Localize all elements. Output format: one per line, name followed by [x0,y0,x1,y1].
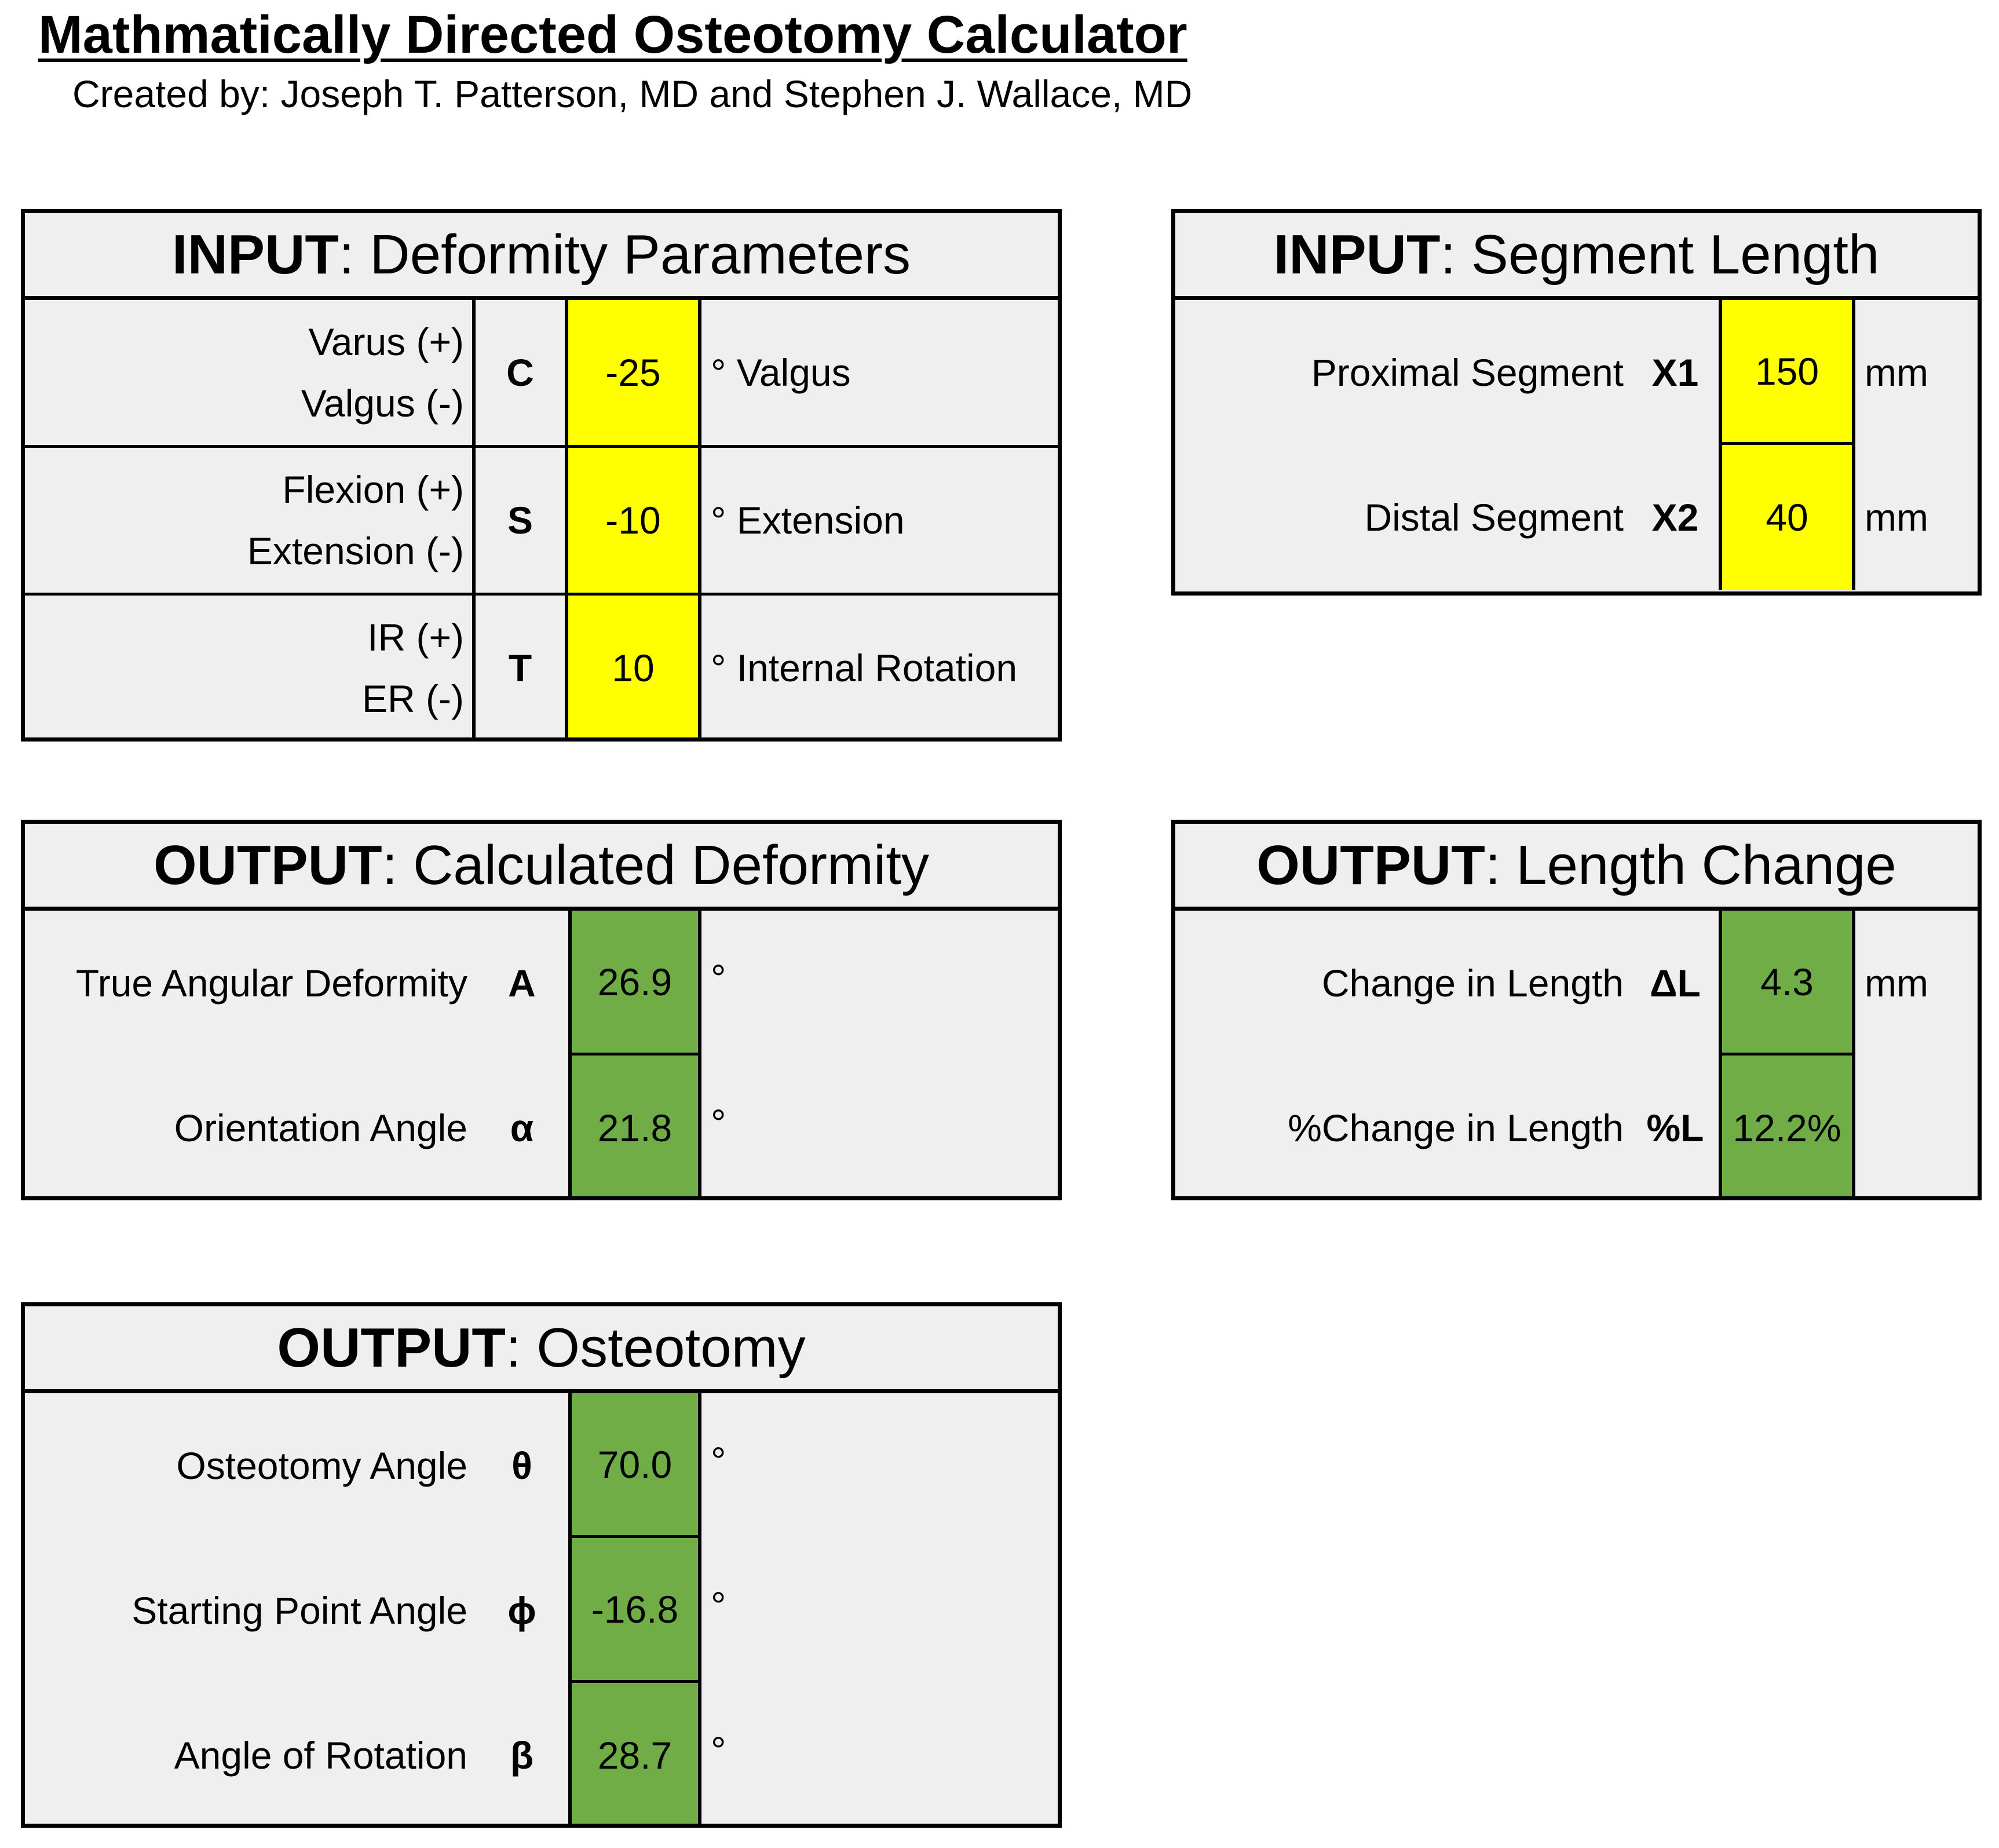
row-symbol: X2 [1632,445,1722,590]
true-angular-deformity-value: 26.9 [568,911,701,1056]
deformity-row-sagittal [25,448,1058,596]
angle-of-rotation-value: 28.7 [568,1683,701,1828]
header-bold-label: OUTPUT [277,1316,506,1379]
row-symbol: S [476,448,568,593]
proximal-segment-input[interactable]: 150 [1722,300,1855,445]
row-symbol: %L [1632,1056,1722,1200]
header-bold-label: INPUT [1273,223,1441,286]
row-unit: ° [711,1584,726,1627]
header-bold-label: OUTPUT [154,834,382,896]
coronal-deformity-input[interactable]: -25 [568,300,701,445]
row-label: True Angular Deformity [75,962,467,1005]
header-label: : Calculated Deformity [382,834,929,896]
label-line-2: Valgus (-) [301,382,464,425]
row-unit: mm [1865,351,1928,394]
distal-segment-input[interactable]: 40 [1722,445,1855,590]
row-symbol: ΔL [1632,911,1722,1056]
row-unit: mm [1865,496,1928,539]
row-label: Distal Segment [1364,496,1624,539]
row-symbol: β [510,1734,534,1777]
deformity-parameters-header [25,213,1058,300]
deformity-row-coronal [25,300,1058,448]
rotational-deformity-input[interactable]: 10 [568,596,701,740]
osteotomy-panel [21,1302,1062,1828]
osteotomy-header [25,1306,1058,1393]
header-label: : Segment Length [1440,223,1880,286]
label-line-1: Varus (+) [308,320,464,363]
row-label [25,596,476,740]
header-bold-label: OUTPUT [1256,834,1485,896]
row-label: Starting Point Angle [131,1589,467,1632]
deformity-parameters-panel [21,209,1062,742]
row-symbol: ϕ [507,1589,536,1632]
starting-point-angle-value: -16.8 [568,1538,701,1683]
row-label: Orientation Angle [174,1106,467,1149]
row-label: Change in Length [1321,962,1624,1005]
segment-length-header [1175,213,1978,300]
label-line-1: Flexion (+) [282,468,464,511]
length-change-header [1175,824,1978,911]
row-symbol: T [476,596,568,740]
output-row-angle-of-rotation [25,1683,1058,1828]
label-line-2: ER (-) [362,677,464,720]
row-symbol: α [510,1106,534,1149]
header-label: : Length Change [1485,834,1896,896]
row-unit: ° Valgus [711,351,851,394]
output-row-true-angular-deformity [25,911,1058,1056]
page-title: Mathmatically Directed Osteotomy Calculator [38,5,1187,64]
deformity-row-rotation [25,596,1058,740]
row-symbol: θ [511,1444,532,1487]
segment-length-panel [1171,209,1982,596]
header-label: : Deformity Parameters [339,223,911,286]
row-label: Osteotomy Angle [176,1444,467,1487]
row-unit: ° [711,1729,726,1772]
row-label [25,300,476,445]
row-unit: ° [711,956,726,999]
output-row-percent-change-in-length [1175,1056,1978,1200]
header-label: : Osteotomy [506,1316,806,1379]
row-label: %Change in Length [1288,1106,1624,1149]
row-label [25,448,476,593]
segment-row-distal [1175,445,1978,590]
output-row-change-in-length [1175,911,1978,1056]
orientation-angle-value: 21.8 [568,1056,701,1200]
row-unit: ° Internal Rotation [711,647,1018,689]
page-subtitle: Created by: Joseph T. Patterson, MD and Stephen J. Wallace, MD [72,72,1193,115]
label-line-1: IR (+) [367,616,464,659]
sagittal-deformity-input[interactable]: -10 [568,448,701,593]
header-bold-label: INPUT [172,223,339,286]
row-label: Proximal Segment [1311,351,1624,394]
row-label: Angle of Rotation [174,1734,467,1777]
row-symbol: C [476,300,568,445]
segment-row-proximal [1175,300,1978,445]
osteotomy-angle-value: 70.0 [568,1393,701,1538]
label-line-2: Extension (-) [247,529,464,572]
row-unit [1855,1056,1978,1200]
row-unit: ° [711,1439,726,1482]
row-symbol: A [508,962,536,1005]
calculated-deformity-header [25,824,1058,911]
calculated-deformity-panel [21,820,1062,1200]
row-symbol: X1 [1632,300,1722,445]
output-row-starting-point-angle [25,1538,1058,1683]
row-unit: ° [711,1101,726,1144]
output-row-osteotomy-angle [25,1393,1058,1538]
change-in-length-value: 4.3 [1722,911,1855,1056]
percent-change-in-length-value: 12.2% [1722,1056,1855,1200]
row-unit: mm [1865,962,1928,1005]
output-row-orientation-angle [25,1056,1058,1200]
row-unit: ° Extension [711,499,905,542]
length-change-panel [1171,820,1982,1200]
